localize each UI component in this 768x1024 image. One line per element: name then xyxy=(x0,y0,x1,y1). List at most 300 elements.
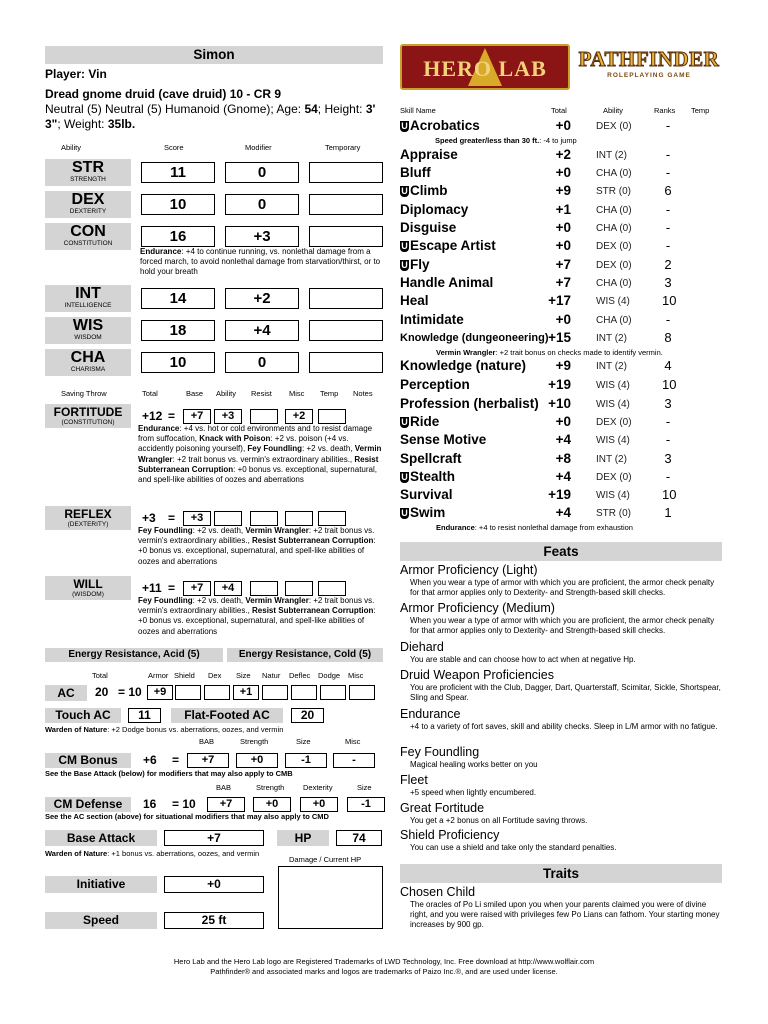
skill-ranks: - xyxy=(665,118,671,133)
cmd-header-bab: BAB xyxy=(216,783,232,792)
ac-header-size: Size xyxy=(236,671,251,680)
skill-row xyxy=(400,396,722,414)
skill-ability: STR (0) xyxy=(596,508,631,519)
skill-header-ranks: Ranks xyxy=(654,106,676,115)
skill-name-text: Fly xyxy=(410,257,430,272)
ability-header: Ability xyxy=(61,143,82,152)
pathfinder-logo xyxy=(575,46,723,86)
skill-name-text: Stealth xyxy=(410,469,456,484)
skill-name xyxy=(400,293,429,308)
class-skill-icon: U xyxy=(401,417,408,427)
skill-name xyxy=(400,118,480,133)
con-note: Endurance: +4 to continue running, vs. nonlethal damage from a forced march, to avoid nonlethal damage from starvation/thirst, or to hold your breath xyxy=(140,247,381,277)
class-skill-icon: U xyxy=(401,508,408,518)
skill-ability: CHA (0) xyxy=(596,223,632,234)
skill-row xyxy=(400,487,722,505)
hero-lab-logo xyxy=(400,44,570,90)
ability-score: 10 xyxy=(141,352,215,373)
feat-item xyxy=(400,640,724,665)
cmd-str-box: +0 xyxy=(253,797,291,812)
skill-ability: DEX (0) xyxy=(596,417,632,428)
skill-row xyxy=(400,238,722,256)
feat-item xyxy=(400,707,724,732)
cmb-equals: = xyxy=(172,753,180,767)
save-base-box: +7 xyxy=(183,409,211,424)
class-skill-icon: U xyxy=(401,472,408,482)
skill-total: +9 xyxy=(555,183,571,198)
skill-ranks: - xyxy=(665,238,671,253)
skill-total: +4 xyxy=(555,432,571,447)
ability-name: STRENGTH xyxy=(70,176,106,183)
trait-description: The oracles of Po Li smiled upon you when your parents claimed you were of divine right, and you were raised with privileges few Po Lians can fathom. Your starting money increases by 900 gp. xyxy=(410,900,720,929)
skill-name xyxy=(400,505,445,520)
initiative-label: Initiative xyxy=(45,876,157,893)
skill-name-text: Knowledge (nature) xyxy=(400,358,527,373)
skill-header-total: Total xyxy=(551,106,567,115)
ability-score: 18 xyxy=(141,320,215,341)
feat-description: You can use a shield and take only the standard penalties. xyxy=(410,843,617,852)
ability-abbrev: WIS xyxy=(72,317,104,334)
ac-label: AC xyxy=(45,685,87,701)
save-base-box: +7 xyxy=(183,581,211,596)
acrobatics-note: Speed greater/less than 30 ft.: -4 to jump xyxy=(435,136,577,145)
skill-total: +0 xyxy=(555,220,571,235)
cmb-header-misc: Misc xyxy=(345,737,361,746)
skill-total: +0 xyxy=(555,118,571,133)
skill-name-text: Ride xyxy=(410,414,440,429)
hero-lab-logo-text: HERO LAB xyxy=(423,56,547,81)
feat-description: You are stable and can choose how to act when at negative Hp. xyxy=(410,655,636,664)
race-line: Neutral (5) Neutral (5) Humanoid (Gnome); Age: 54; Height: 3' 3"; Weight: 35lb. xyxy=(45,102,376,131)
skill-name xyxy=(400,332,549,344)
cmd-size-box: -1 xyxy=(347,797,385,812)
damage-current-hp-box[interactable] xyxy=(278,866,383,929)
skill-row xyxy=(400,257,722,275)
skill-name xyxy=(400,312,464,327)
ability-temporary[interactable] xyxy=(309,194,383,215)
feat-name: Endurance xyxy=(400,707,461,721)
fort-note: Endurance: +4 vs. hot or cold environments and to resist damage from suffocation, Knack with Poison: +2 vs. poison (+4 vs. accidently poisoning yourself), Fey Foundling: +2 vs. death, Vermin Wrangler: +2 trait bonus vs. vermin's extraordinary abilities., Resist Subterranean Corruption: +0 bonus vs. exceptional, supernatural, and spell-like abilities of oozes and aberrations xyxy=(138,424,382,485)
speed-label: Speed xyxy=(45,912,157,929)
skill-name xyxy=(400,165,431,180)
cmb-size-box: -1 xyxy=(285,753,327,768)
hp-label: HP xyxy=(277,830,329,846)
cmd-note: See the AC section (above) for situational modifiers that may also apply to CMD xyxy=(45,812,329,821)
skill-row xyxy=(400,312,722,330)
feat-description: Magical healing works better on you xyxy=(410,760,538,769)
cmb-misc-box: - xyxy=(333,753,375,768)
ability-abbrev: STR xyxy=(72,159,104,176)
save-equals: = xyxy=(168,581,176,595)
ability-str xyxy=(45,159,131,186)
touch-ac-value: 11 xyxy=(128,708,161,723)
skill-ranks: 2 xyxy=(664,257,672,272)
ac-dodge-box xyxy=(320,685,346,700)
ac-deflec-box xyxy=(291,685,317,700)
skill-ranks: 10 xyxy=(662,293,677,308)
save-total: +11 xyxy=(142,581,162,595)
ability-modifier: 0 xyxy=(225,352,299,373)
save-total: +3 xyxy=(142,511,156,525)
hp-sub-label: Damage / Current HP xyxy=(289,855,362,864)
ability-cha xyxy=(45,349,131,376)
save-misc-box xyxy=(285,511,313,526)
skill-name-text: Spellcraft xyxy=(400,451,462,466)
skill-ability: INT (2) xyxy=(596,454,627,465)
class-skill-icon: U xyxy=(401,241,408,251)
skill-total: +4 xyxy=(555,469,571,484)
save-total: +12 xyxy=(142,409,163,423)
save-equals: = xyxy=(168,511,176,525)
ability-wis xyxy=(45,317,131,344)
ability-abbrev: INT xyxy=(75,285,101,302)
skill-name-text: Perception xyxy=(400,377,470,392)
feat-item xyxy=(400,801,724,826)
cmb-note: See the Base Attack (below) for modifiers that may also apply to CMB xyxy=(45,769,293,778)
skill-total: +4 xyxy=(555,505,571,520)
skill-row xyxy=(400,451,722,469)
feat-item xyxy=(400,828,724,853)
skill-row xyxy=(400,432,722,450)
save-header-total: Total xyxy=(142,389,158,398)
skill-name-text: Handle Animal xyxy=(400,275,494,290)
save-header-ability: Ability xyxy=(216,389,237,398)
skill-name xyxy=(400,238,496,253)
flat-footed-ac-label: Flat-Footed AC xyxy=(171,708,283,723)
ability-modifier: 0 xyxy=(225,194,299,215)
skill-name-text: Acrobatics xyxy=(410,118,480,133)
score-header: Score xyxy=(164,143,184,152)
cmd-header-strength: Strength xyxy=(256,783,285,792)
flat-footed-ac-value: 20 xyxy=(291,708,324,723)
skill-name-text: Intimidate xyxy=(400,312,464,327)
feat-name: Armor Proficiency (Medium) xyxy=(400,601,555,615)
cmb-header-bab: BAB xyxy=(199,737,215,746)
cmb-header-strength: Strength xyxy=(240,737,269,746)
vermin-wrangler-note: Vermin Wrangler: +2 trait bonus on checks made to identify vermin. xyxy=(436,348,663,357)
save-resist-box xyxy=(250,409,278,424)
skill-ranks: 10 xyxy=(662,377,677,392)
skill-name-text: Climb xyxy=(410,183,448,198)
save-header-notes: Notes xyxy=(353,389,373,398)
skill-row xyxy=(400,165,722,183)
feat-item xyxy=(400,745,724,770)
skill-row xyxy=(400,220,722,238)
feat-description: You get a +2 bonus on all Fortitude saving throws. xyxy=(410,816,588,825)
skill-row xyxy=(400,118,722,136)
skill-name-text: Profession (herbalist) xyxy=(400,396,539,411)
feat-name: Great Fortitude xyxy=(400,801,485,815)
skill-header-name: Skill Name xyxy=(400,106,436,115)
feats-title: Feats xyxy=(400,542,722,561)
skill-total: +0 xyxy=(555,165,571,180)
save-ability-box: +4 xyxy=(214,581,242,596)
feat-description: When you wear a type of armor with which you are proficient, the armor check penalty for that armor applies only to Dexterity- and Strength-based skill checks. xyxy=(410,578,715,597)
class-skill-icon: U xyxy=(401,186,408,196)
skill-ability: INT (2) xyxy=(596,150,627,161)
skill-total: +8 xyxy=(555,451,571,466)
ability-con xyxy=(45,223,131,250)
skill-name-text: Bluff xyxy=(400,165,431,180)
save-temp-box xyxy=(318,409,346,424)
skill-ability: CHA (0) xyxy=(596,278,632,289)
save-ability-name: (CONSTITUTION) xyxy=(61,419,115,426)
skill-ranks: 4 xyxy=(664,358,672,373)
touch-ac-label: Touch AC xyxy=(45,708,121,723)
skill-row xyxy=(400,330,722,348)
ac-header-dodge: Dodge xyxy=(318,671,341,680)
temporary-header: Temporary xyxy=(325,143,361,152)
ability-modifier: +2 xyxy=(225,288,299,309)
skill-ability: CHA (0) xyxy=(596,205,632,216)
save-resist-box xyxy=(250,511,278,526)
skill-name-text: Knowledge (dungeoneering) xyxy=(400,332,549,344)
skill-total: +9 xyxy=(555,358,571,373)
modifier-header: Modifier xyxy=(245,143,272,152)
skill-ranks: 3 xyxy=(664,275,672,290)
ac-dex-box xyxy=(204,685,230,700)
cmd-equals: = 10 xyxy=(172,797,196,811)
class-skill-icon: U xyxy=(401,121,408,131)
save-header-saving-throw: Saving Throw xyxy=(61,389,107,398)
skill-total: +19 xyxy=(548,487,571,502)
cmb-total: +6 xyxy=(143,753,157,767)
cmb-header-size: Size xyxy=(296,737,311,746)
speed-value: 25 ft xyxy=(164,912,264,929)
trait-name: Chosen Child xyxy=(400,885,476,899)
player-name: Player: Vin xyxy=(45,67,107,81)
skill-row xyxy=(400,505,722,523)
skill-row xyxy=(400,414,722,432)
skill-name-text: Diplomacy xyxy=(400,202,469,217)
feat-description: You are proficient with the Club, Dagger, Dart, Quarterstaff, Scimitar, Sickle, Shortspear, Sling and Spear. xyxy=(410,683,721,702)
ac-shield-box xyxy=(175,685,201,700)
cmd-total: 16 xyxy=(143,797,157,811)
skill-total: +7 xyxy=(555,275,571,290)
ability-abbrev: CHA xyxy=(70,349,106,366)
ability-temporary[interactable] xyxy=(309,320,383,341)
ability-int xyxy=(45,285,131,312)
save-header-base: Base xyxy=(186,389,204,398)
base-attack-note: Warden of Nature: +1 bonus vs. aberrations, oozes, and vermin xyxy=(45,849,260,858)
save-will xyxy=(45,576,131,600)
initiative-value: +0 xyxy=(164,876,264,893)
skill-row xyxy=(400,183,722,201)
skill-ability: WIS (4) xyxy=(596,296,630,307)
cmb-str-box: +0 xyxy=(236,753,278,768)
skill-ranks: 6 xyxy=(664,183,672,198)
skill-row xyxy=(400,377,722,395)
ac-size-box: +1 xyxy=(233,685,259,700)
save-fortitude xyxy=(45,404,131,428)
character-name: Simon xyxy=(45,46,383,64)
ability-name: CHARISMA xyxy=(70,366,106,373)
skill-total: +10 xyxy=(548,396,571,411)
skill-name-text: Appraise xyxy=(400,147,458,162)
base-attack-value: +7 xyxy=(164,830,264,846)
ac-equals: = 10 xyxy=(118,685,142,699)
save-temp-box xyxy=(318,511,346,526)
skill-name-text: Disguise xyxy=(400,220,457,235)
resist-cold: Energy Resistance, Cold (5) xyxy=(227,648,383,662)
hp-value: 74 xyxy=(336,830,382,846)
cmd-header-size: Size xyxy=(357,783,372,792)
skill-ranks: - xyxy=(665,165,671,180)
skill-row xyxy=(400,358,722,376)
skill-ranks: 3 xyxy=(664,396,672,411)
ac-header-armor: Armor xyxy=(148,671,169,680)
skill-name xyxy=(400,147,458,162)
skill-total: +15 xyxy=(548,330,571,345)
feat-item xyxy=(400,563,724,598)
skill-name xyxy=(400,414,439,429)
save-header-misc: Misc xyxy=(289,389,305,398)
feat-item xyxy=(400,601,724,636)
skill-row xyxy=(400,275,722,293)
skill-name xyxy=(400,396,539,411)
trait-item xyxy=(400,885,724,930)
cmb-bab-box: +7 xyxy=(187,753,229,768)
ability-score: 14 xyxy=(141,288,215,309)
base-attack-label: Base Attack xyxy=(45,830,157,846)
ability-name: DEXTERITY xyxy=(69,208,107,215)
ac-header-shield: Shield xyxy=(174,671,195,680)
skill-row xyxy=(400,147,722,165)
will-note: Fey Foundling: +2 vs. death, Vermin Wrangler: +2 trait bonus vs. vermin's extraordinary abilities., Resist Subterranean Corruption: +0 bonus vs. exceptional, supernatural, and spell-like abilities of oozes and aberrations xyxy=(138,596,376,636)
skill-row xyxy=(400,469,722,487)
skill-ranks: - xyxy=(665,414,671,429)
ability-temporary[interactable] xyxy=(309,226,383,247)
skill-total: +1 xyxy=(555,202,571,217)
cmb-label: CM Bonus xyxy=(45,753,131,768)
ability-modifier: 0 xyxy=(225,162,299,183)
skill-total: +0 xyxy=(555,414,571,429)
skill-name xyxy=(400,487,453,502)
skill-ranks: - xyxy=(665,202,671,217)
ability-name: CONSTITUTION xyxy=(63,240,113,247)
skill-name xyxy=(400,275,493,290)
skill-ranks: - xyxy=(665,147,671,162)
ability-modifier: +3 xyxy=(225,226,299,247)
skill-total: +19 xyxy=(548,377,571,392)
skill-ability: CHA (0) xyxy=(596,315,632,326)
skill-name-text: Sense Motive xyxy=(400,432,487,447)
save-temp-box xyxy=(318,581,346,596)
skill-ranks: 1 xyxy=(664,505,672,520)
skill-ability: DEX (0) xyxy=(596,241,632,252)
ability-modifier: +4 xyxy=(225,320,299,341)
feat-item xyxy=(400,773,724,798)
skill-ranks: 10 xyxy=(662,487,677,502)
save-ability-box: +3 xyxy=(214,409,242,424)
ac-note: Warden of Nature: +2 Dodge bonus vs. aberrations, oozes, and vermin xyxy=(45,725,284,734)
skill-name xyxy=(400,469,455,484)
skill-ability: STR (0) xyxy=(596,186,631,197)
ac-header-misc: Misc xyxy=(348,671,364,680)
skill-ability: INT (2) xyxy=(596,333,627,344)
ability-score: 11 xyxy=(141,162,215,183)
ability-name: WISDOM xyxy=(74,334,102,341)
skill-name xyxy=(400,257,430,272)
ability-abbrev: DEX xyxy=(71,191,105,208)
skill-header-ability: Ability xyxy=(603,106,624,115)
cmd-label: CM Defense xyxy=(45,797,131,812)
skill-header-temp: Temp xyxy=(691,106,710,115)
save-name: WILL xyxy=(73,577,103,591)
skill-total: +17 xyxy=(548,293,571,308)
skill-ranks: - xyxy=(665,432,671,447)
cmd-dex-box: +0 xyxy=(300,797,338,812)
save-ability-name: (DEXTERITY) xyxy=(67,521,109,528)
skill-ranks: - xyxy=(665,469,671,484)
resist-acid: Energy Resistance, Acid (5) xyxy=(45,648,223,662)
feat-name: Druid Weapon Proficiencies xyxy=(400,668,555,682)
ac-header-deflec: Deflec xyxy=(289,671,311,680)
ac-armor-box: +9 xyxy=(147,685,173,700)
save-base-box: +3 xyxy=(183,511,211,526)
skill-ability: WIS (4) xyxy=(596,380,630,391)
skill-name xyxy=(400,377,470,392)
ac-header-dex: Dex xyxy=(208,671,222,680)
skill-name-text: Escape Artist xyxy=(410,238,496,253)
ac-total: 20 xyxy=(95,685,109,699)
ability-temporary[interactable] xyxy=(309,162,383,183)
skill-name xyxy=(400,451,462,466)
ability-abbrev: CON xyxy=(70,223,106,240)
skill-ability: WIS (4) xyxy=(596,399,630,410)
skill-ability: DEX (0) xyxy=(596,121,632,132)
feat-description: +5 speed when lightly encumbered. xyxy=(410,788,537,797)
ability-dex xyxy=(45,191,131,218)
ability-score: 16 xyxy=(141,226,215,247)
save-header-temp: Temp xyxy=(320,389,339,398)
ability-score: 10 xyxy=(141,194,215,215)
save-resist-box xyxy=(250,581,278,596)
ac-natur-box xyxy=(262,685,288,700)
ability-temporary[interactable] xyxy=(309,288,383,309)
save-header-resist: Resist xyxy=(251,389,272,398)
ac-header-natur: Natur xyxy=(262,671,281,680)
footer-line-1: Hero Lab and the Hero Lab logo are Registered Trademarks of LWD Technology, Inc. Free download at http://www.wolflair.com xyxy=(173,957,595,966)
traits-title: Traits xyxy=(400,864,722,883)
skill-ability: DEX (0) xyxy=(596,260,632,271)
skill-name xyxy=(400,220,456,235)
class-line: Dread gnome druid (cave druid) 10 - CR 9 xyxy=(45,87,282,101)
cmd-bab-box: +7 xyxy=(207,797,245,812)
save-name: FORTITUDE xyxy=(53,405,123,419)
save-ability-box xyxy=(214,511,242,526)
save-name: REFLEX xyxy=(64,507,112,521)
footer xyxy=(0,957,768,976)
save-misc-box: +2 xyxy=(285,409,313,424)
skill-ranks: - xyxy=(665,312,671,327)
ability-temporary[interactable] xyxy=(309,352,383,373)
skill-name xyxy=(400,358,526,373)
skill-name-text: Survival xyxy=(400,487,453,502)
ac-misc-box xyxy=(349,685,375,700)
class-skill-icon: U xyxy=(401,260,408,270)
feat-name: Fey Foundling xyxy=(400,745,480,759)
reflex-note: Fey Foundling: +2 vs. death, Vermin Wrangler: +2 trait bonus vs. vermin's extraordinary abilities., Resist Subterranean Corruption: +0 bonus vs. exceptional, supernatural, and spell-like abilities of oozes and aberrations xyxy=(138,526,376,566)
skill-total: +7 xyxy=(555,257,571,272)
feat-name: Fleet xyxy=(400,773,428,787)
skill-name xyxy=(400,432,486,447)
skill-name-text: Heal xyxy=(400,293,429,308)
save-misc-box xyxy=(285,581,313,596)
skill-row xyxy=(400,202,722,220)
ability-name: INTELLIGENCE xyxy=(64,302,112,309)
pathfinder-logo-subtitle: ROLEPLAYING GAME xyxy=(607,72,691,79)
